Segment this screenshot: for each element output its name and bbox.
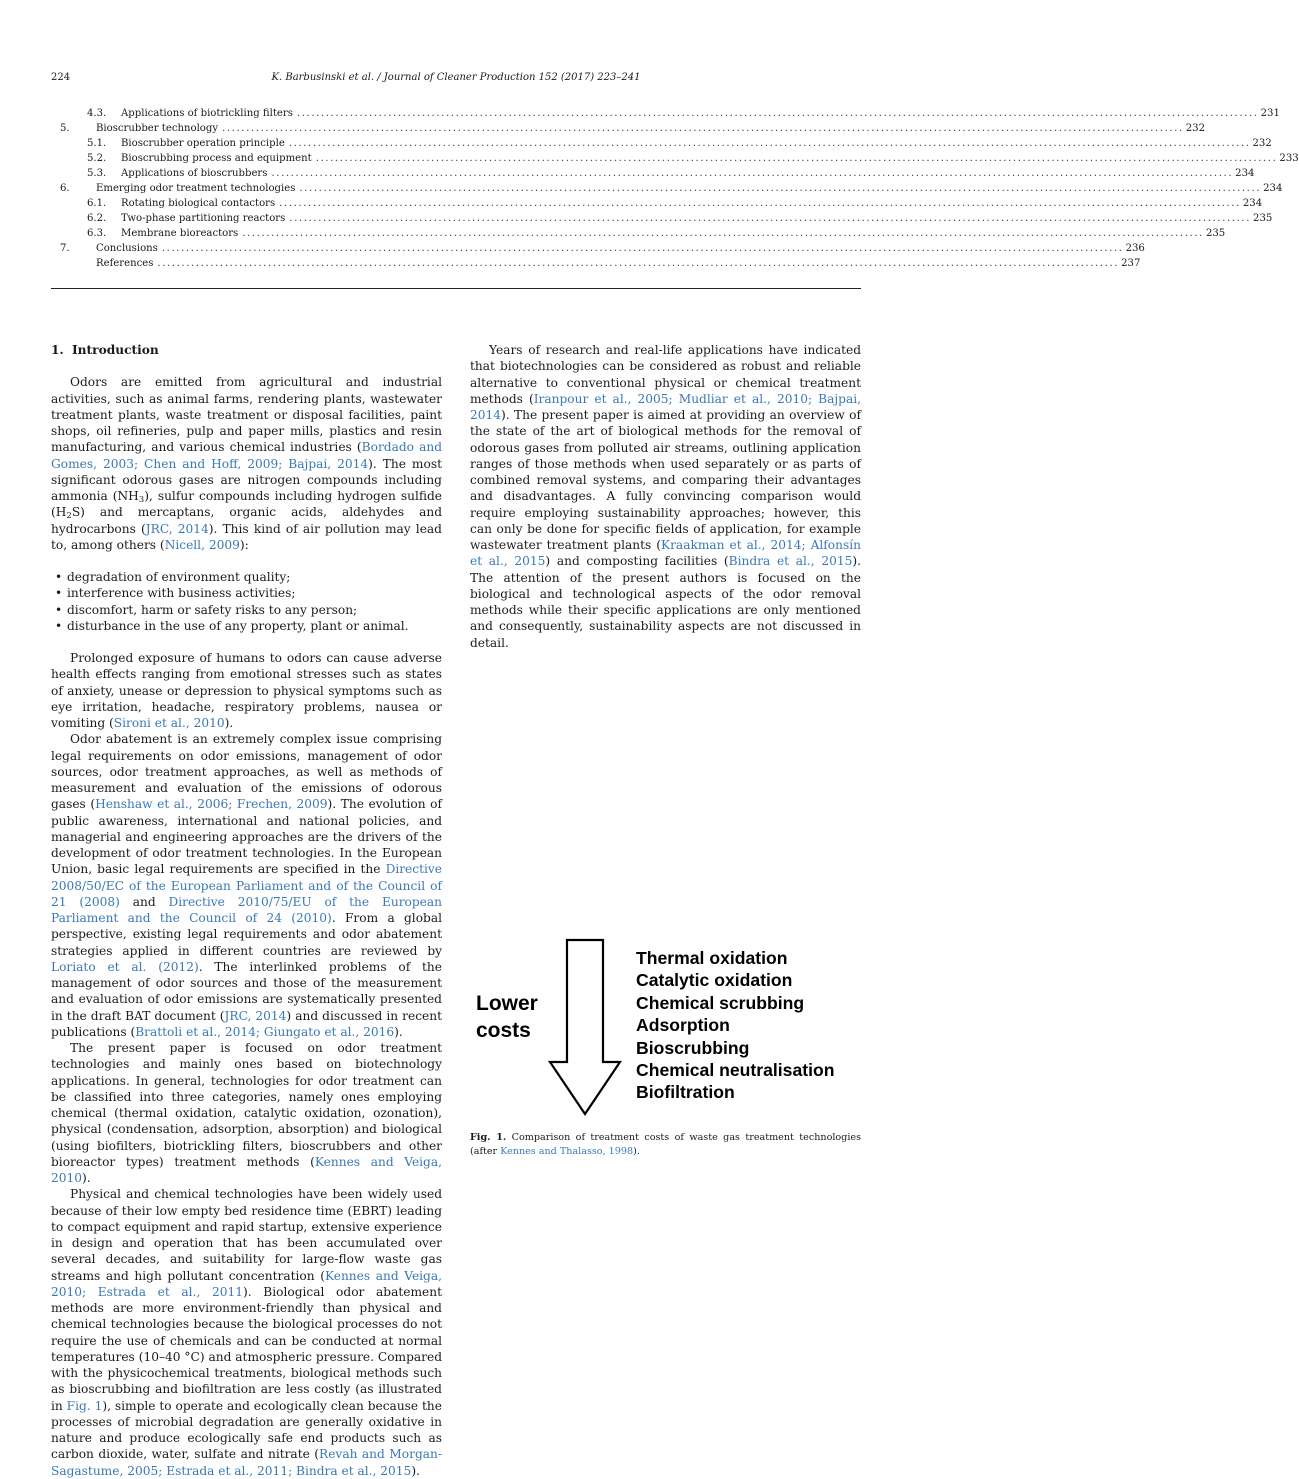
toc-leader-dots: ........................................................................................................................................................................................................ (271, 168, 1234, 179)
toc-entry[interactable] (51, 226, 1226, 241)
toc-entry-page: 235 (1253, 213, 1273, 224)
paragraph: Prolonged exposure of humans to odors can cause adverse health effects ranging from emotional stresses such as states of anxiety, unease or depression to physical symptoms such as eye irritation, headache, respiratory problems, nausea or vomiting (Sironi et al., 2010). (51, 651, 442, 730)
toc-entry-title: Bioscrubber technology (96, 123, 219, 134)
toc-leader-dots: ........................................................................................................................................................................................................ (279, 198, 1241, 209)
list-item: • discomfort, harm or safety risks to any person; (51, 602, 442, 618)
toc-entry-page: 232 (1185, 123, 1206, 134)
toc-entry-title: Membrane bioreactors (121, 228, 239, 239)
toc-entry-number: 5.3. (87, 168, 107, 179)
citation-link[interactable]: Bindra et al., 2015 (728, 554, 853, 569)
lower-costs-label: Lower costs (476, 992, 538, 1042)
paragraph: Odors are emitted from agricultural and industrial activities, such as animal farms, rendering plants, wastewater treatment plants, waste treatment or disposal facilities, paint shops, oil refineries, pulp and paper mills, plastics and resin manufacturing, and various chemical industries (Bordado and Gomes, 2003; Chen and Hoff, 2009; Bajpai, 2014). The most significant odorous gases are nitrogen compounds including ammonia $(NH_3)$, sulfur compounds including hydrogen sulfide $(H_2S)$ and mercaptans, organic acids, aldehydes and hydrocarbons (JRC, 2014). This kind of air pollution may lead to, among others (Nicell, 2009): (51, 375, 442, 552)
section-heading (51, 342, 442, 358)
toc-entry-title: Applications of bioscrubbers (121, 168, 268, 179)
toc-entry-page: 231 (1260, 108, 1280, 119)
toc-entry-title: Bioscrubbing process and equipment (121, 153, 312, 164)
toc-entry-number: 7. (60, 243, 70, 254)
paragraph: Physical and chemical technologies have been widely used because of their low empty bed residence time (EBRT) leading to compact equipment and rapid startup, extensive experience in design and operation that has been accumulated over several decades, and suitability for large-flow waste gas streams and high pollutant concentration (Kennes and Veiga, 2010; Estrada et al., 2011). Biological odor abatement methods are more environment-friendly than physical and chemical technologies because the biological processes do not require the use of chemicals and can be conducted at normal temperatures (10–40 °C) and atmospheric pressure. Compared with the physicochemical treatments, biological methods such as bioscrubbing and biofiltration are less costly (as illustrated in Fig. 1), simple to operate and ecologically clean because the processes of microbial degradation are generally oxidative in nature and produce ecologically safe end products such as carbon dioxide, water, sulfate and nitrate (Revah and Morgan-Sagastume, 2005; Estrada et al., 2011; Bindra et al., 2015). (51, 1187, 442, 1478)
toc-entry[interactable] (51, 121, 1206, 136)
toc-entry-title: References (96, 258, 154, 269)
toc-entry-page: 234 (1242, 198, 1263, 209)
technology-item: Thermal oxidation (636, 948, 788, 968)
toc-entry[interactable] (51, 136, 1272, 151)
toc-entry-page: 237 (1121, 258, 1141, 269)
citation-link[interactable]: Kraakman et al., 2014; Alfonsín et al., 2015 (470, 538, 861, 569)
citation-link[interactable]: Kennes and Veiga, 2010 (51, 1154, 443, 1185)
toc-entry-title: Rotating biological contactors (121, 198, 276, 209)
toc-leader-dots: ........................................................................................................................................................................................................ (222, 123, 1184, 134)
citation-link[interactable]: JRC, 2014 (145, 521, 209, 536)
toc-entry-number: 6. (60, 183, 70, 194)
toc-leader-dots: ........................................................................................................................................................................................................ (315, 153, 1278, 164)
toc-entry-number: 5.1. (87, 138, 107, 149)
toc-leader-dots: ........................................................................................................................................................................................................ (289, 213, 1252, 224)
figure-label: Fig. 1. (470, 1132, 507, 1143)
toc-entry-page: 236 (1125, 243, 1145, 254)
page-header (51, 72, 861, 88)
toc-entry-title: Conclusions (96, 243, 158, 254)
citation-link[interactable]: Revah and Morgan-Sagastume, 2005; Estrada et al., 2011; Bindra et al., 2015 (51, 1447, 442, 1478)
toc-entry-title: Emerging odor treatment technologies (96, 183, 296, 194)
toc-entry[interactable] (51, 151, 1299, 166)
list-item: • degradation of environment quality; (51, 569, 442, 585)
technology-item: Chemical neutralisation (636, 1060, 835, 1081)
toc-entry-number: 5. (60, 123, 70, 134)
toc-entry-page: 234 (1235, 168, 1255, 179)
citation-link[interactable]: Sironi et al., 2010 (113, 716, 225, 730)
paragraph: Years of research and real-life applications have indicated that biotechnologies can be considered as robust and reliable alternative to conventional physical or chemical treatment methods (Iranpour et al., 2005; Mudliar et al., 2010; Bajpai, 2014). The present paper is aimed at providing an overview of the state of the art of biological methods for the removal of odorous gases from polluted air streams, outlining application ranges of those methods when used separately or as parts of combined removal systems, and comparing their advantages and disadvantages. A fully convincing comparison would require employing sustainability approaches; however, this can only be done for specific fields of application, for example wastewater treatment plants (Kraakman et al., 2014; Alfonsín et al., 2015) and composting facilities (Bindra et al., 2015). The attention of the present authors is focused on the biological and technological aspects of the odor removal methods while their specific applications are only mentioned and consequently, sustainability aspects are not discussed in detail. (470, 343, 861, 650)
section-divider (51, 288, 861, 289)
toc-entry[interactable] (51, 241, 1145, 256)
toc-entry[interactable] (51, 196, 1263, 211)
toc-leader-dots: ........................................................................................................................................................................................................ (242, 228, 1204, 239)
toc-entry[interactable] (51, 181, 1283, 196)
figure-reference-link[interactable]: Fig. 1 (66, 1398, 103, 1413)
citation-link[interactable]: Kennes and Thalasso, 1998 (500, 1145, 634, 1157)
citation-link[interactable]: Iranpour et al., 2005; Mudliar et al., 2010; Bajpai, 2014 (470, 391, 861, 422)
figure-1 (470, 930, 861, 1125)
toc-entry-number: 4.3. (87, 108, 107, 119)
toc-leader-dots: ........................................................................................................................................................................................................ (299, 183, 1262, 194)
technology-item: Biofiltration (636, 1082, 735, 1103)
toc-entry-page: 233 (1279, 153, 1299, 164)
figure-caption: Fig. 1. Comparison of treatment costs of waste gas treatment technologies (after Kennes and Thalasso, 1998). (470, 1132, 861, 1157)
section-number: 1. (51, 343, 64, 357)
toc-leader-dots: ........................................................................................................................................................................................................ (288, 138, 1251, 149)
citation-link[interactable]: Henshaw et al., 2006; Frechen, 2009 (95, 797, 328, 812)
page-number: 224 (51, 72, 71, 83)
right-column (470, 342, 861, 651)
toc-entry-title: Bioscrubber operation principle (121, 138, 285, 149)
bullet-list (51, 569, 442, 634)
toc-entry-number: 6.1. (87, 198, 107, 209)
technology-item: Catalytic oxidation (636, 970, 793, 991)
paragraph: Odor abatement is an extremely complex issue comprising legal requirements on odor emissions, management of odor sources, odor treatment approaches, as well as methods of measurement and evaluation of the emissions of odorous gases (Henshaw et al., 2006; Frechen, 2009). The evolution of public awareness, international and national policies, and managerial and engineering approaches are the drivers of the development of odor treatment technologies. In the European Union, basic legal requirements are specified in the Directive 2008/50/EC of the European Parliament and of the Council of 21 (2008) and Directive 2010/75/EU of the European Parliament and the Council of 24 (2010). From a global perspective, existing legal requirements and odor abatement strategies applied in different countries are reviewed by Loriato et al. (2012). The interlinked problems of the management of odor sources and those of the measurement and evaluation of odor emissions are systematically presented in the draft BAT document (JRC, 2014) and discussed in recent publications (Brattoli et al., 2014; Giungato et al., 2016). (51, 732, 442, 1039)
toc-entry-number: 5.2. (87, 153, 107, 164)
technology-item: Bioscrubbing (636, 1037, 750, 1058)
toc-leader-dots: ........................................................................................................................................................................................................ (157, 258, 1120, 269)
toc-entry-title: Applications of biotrickling filters (121, 108, 293, 119)
citation-link[interactable]: Directive 2008/50/EC of the European Parliament and of the Council of 21 (2008) (51, 862, 442, 909)
section-title: Introduction (71, 343, 159, 357)
citation-link[interactable]: Brattoli et al., 2014; Giungato et al., 2016 (135, 1024, 395, 1039)
toc-entry-number: 6.3. (87, 228, 107, 239)
citation-link[interactable]: Kennes and Veiga, 2010; Estrada et al., 2011 (51, 1268, 442, 1299)
toc-entry-page: 232 (1252, 138, 1272, 149)
citation-link[interactable]: Directive 2010/75/EU of the European Parliament and the Council of 24 (2010) (51, 894, 442, 925)
journal-reference: K. Barbusinski et al. / Journal of Cleaner Production 152 (2017) 223–241 (271, 72, 641, 83)
list-item: • disturbance in the use of any property, plant or animal. (51, 618, 442, 634)
left-column (51, 342, 442, 1479)
paragraph: The present paper is focused on odor treatment technologies and mainly ones based on biotechnology applications. In general, technologies for odor treatment can be classified into three categories, namely ones employing chemical (thermal oxidation, catalytic oxidation, ozonation), physical (condensation, adsorption, absorption) and biological (using biofilters, biotrickling filters, bioscrubbers and other bioreactor types) treatment methods (Kennes and Veiga, 2010). (51, 1041, 443, 1185)
toc-entry-page: 235 (1205, 228, 1226, 239)
toc-entry-title: Two-phase partitioning reactors (121, 213, 286, 224)
toc-entry-page: 234 (1263, 183, 1283, 194)
citation-link[interactable]: Loriato et al. (2012) (51, 959, 199, 974)
technology-list (636, 947, 834, 1104)
table-of-contents (51, 106, 1299, 271)
toc-entry[interactable] (51, 106, 1280, 121)
down-arrow-icon (548, 938, 622, 1118)
list-item: • interference with business activities; (51, 585, 442, 601)
technology-item: Adsorption (636, 1015, 730, 1036)
citation-link[interactable]: JRC, 2014 (224, 1008, 287, 1023)
toc-entry[interactable] (51, 256, 1141, 271)
toc-leader-dots: ........................................................................................................................................................................................................ (296, 108, 1259, 119)
technology-item: Chemical scrubbing (636, 992, 805, 1013)
toc-entry-number: 6.2. (87, 213, 107, 224)
toc-entry[interactable] (51, 166, 1255, 181)
citation-link[interactable]: Bordado and Gomes, 2003; Chen and Hoff, 2009; Bajpai, 2014 (51, 440, 442, 471)
toc-entry[interactable] (51, 211, 1273, 226)
toc-leader-dots: ........................................................................................................................................................................................................ (161, 243, 1124, 254)
citation-link[interactable]: Nicell, 2009 (164, 537, 240, 552)
